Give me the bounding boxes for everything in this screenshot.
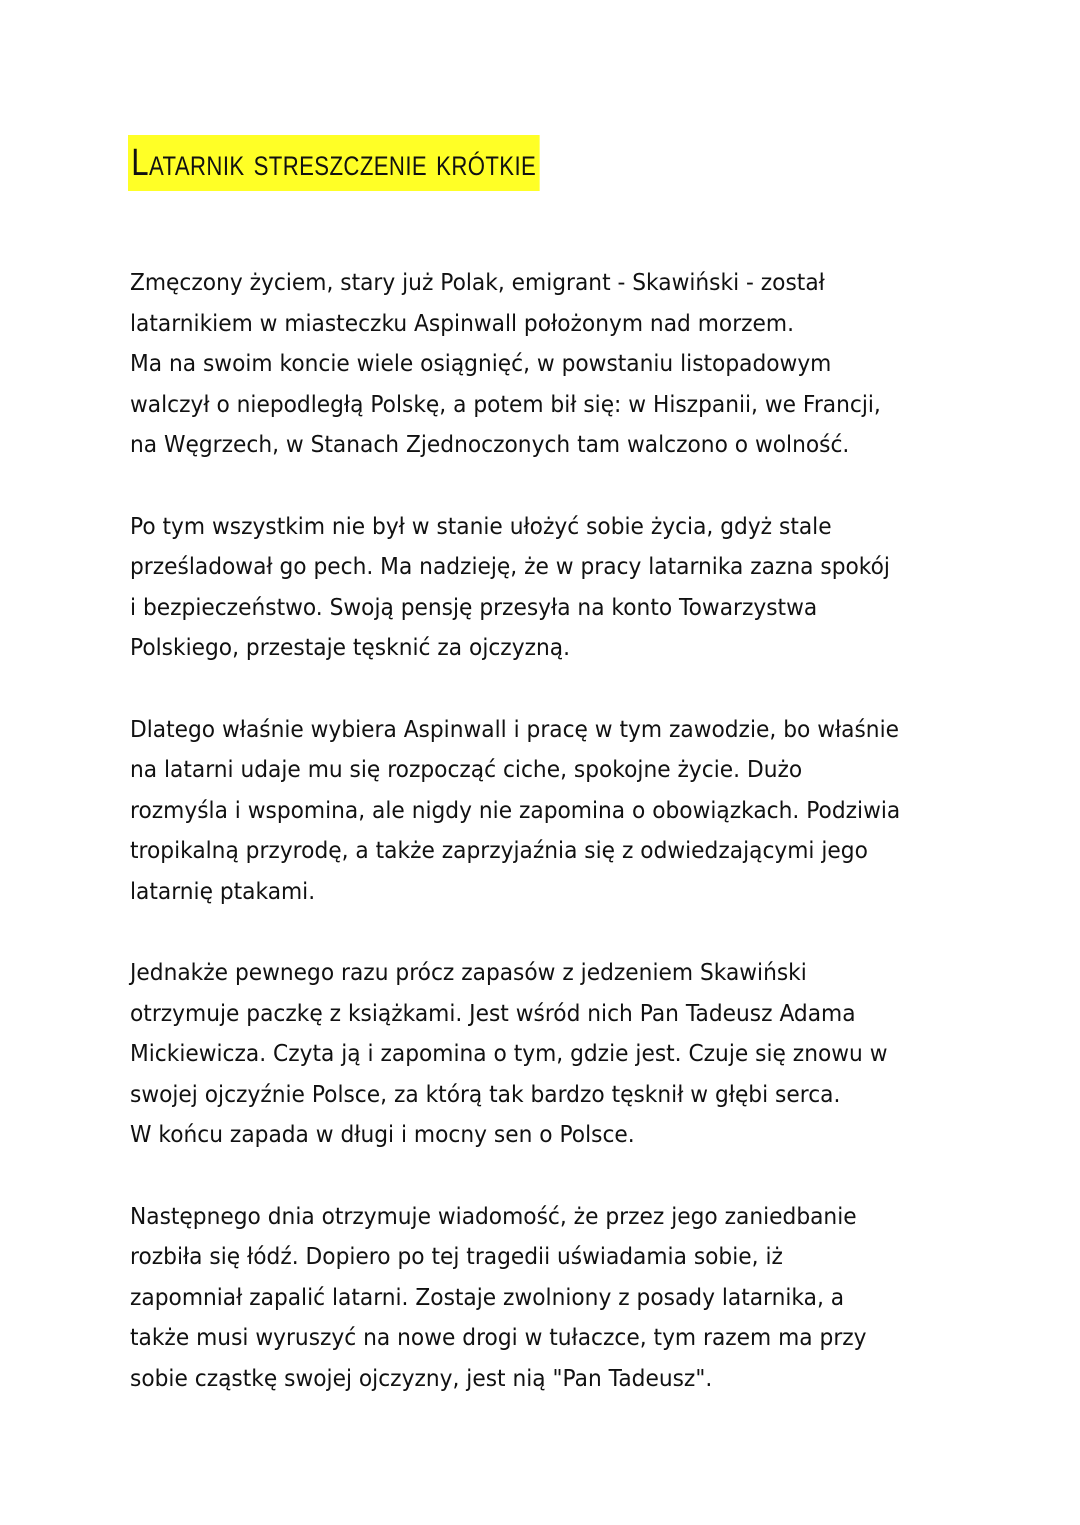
text-line: rozmyśla i wspomina, ale nigdy nie zapomina o obowiązkach. Podziwia [130,797,901,824]
text-line: Mickiewicza. Czyta ją i zapomina o tym, gdzie jest. Czuje się znowu w [130,1041,888,1068]
text-line: latarnikiem w miasteczku Aspinwall położonym nad morzem. [130,310,794,337]
text-line: także musi wyruszyć na nowe drogi w tułaczce, tym razem ma przy [130,1325,867,1352]
text-line: na Węgrzech, w Stanach Zjednoczonych tam walczono o wolność. [130,432,850,459]
paragraph-5 [130,1197,960,1400]
text-line: W końcu zapada w długi i mocny sen o Polsce. [130,1122,635,1149]
paragraph-3 [130,710,960,913]
text-line: walczył o niepodległą Polskę, a potem bił się: w Hiszpanii, we Francji, [130,391,881,418]
paragraph-4 [130,953,960,1156]
text-line: tropikalną przyrodę, a także zaprzyjaźnia się z odwiedzającymi jego [130,838,868,865]
text-line: Następnego dnia otrzymuje wiadomość, że przez jego zaniedbanie [130,1203,857,1230]
text-line: Jednakże pewnego razu prócz zapasów z jedzeniem Skawiński [130,960,807,987]
text-line: prześladował go pech. Ma nadzieję, że w pracy latarnika zazna spokój [130,554,890,581]
text-line: rozbiła się łódź. Dopiero po tej tragedii uświadamia sobie, iż [130,1244,783,1271]
text-line: na latarni udaje mu się rozpocząć ciche, spokojne życie. Dużo [130,757,803,784]
paragraph-2 [130,507,960,669]
text-line: Dlatego właśnie wybiera Aspinwall i pracę w tym zawodzie, bo właśnie [130,716,899,743]
text-line: zapomniał zapalić latarni. Zostaje zwolniony z posady latarnika, a [130,1284,845,1311]
text-line: sobie cząstkę swojej ojczyzny, jest nią "Pan Tadeusz". [130,1366,713,1393]
text-line: otrzymuje paczkę z książkami. Jest wśród nich Pan Tadeusz Adama [130,1000,856,1027]
document-title: Latarnik streszczenie krótkie [128,135,539,191]
text-line: Zmęczony życiem, stary już Polak, emigrant - Skawiński - został [130,270,825,296]
title-container [128,135,630,191]
text-line: Polskiego, przestaje tęsknić za ojczyzną. [130,635,570,662]
document-body [130,263,960,1440]
text-line: Po tym wszystkim nie był w stanie ułożyć sobie życia, gdyż stale [130,513,832,540]
text-line: latarnię ptakami. [130,878,316,905]
text-line: i bezpieczeństwo. Swoją pensję przesyła na konto Towarzystwa [130,594,818,621]
text-line: swojej ojczyźnie Polsce, za którą tak bardzo tęsknił w głębi serca. [130,1081,841,1108]
text-line: Ma na swoim koncie wiele osiągnięć, w powstaniu listopadowym [130,351,832,378]
paragraph-1 [130,263,960,466]
